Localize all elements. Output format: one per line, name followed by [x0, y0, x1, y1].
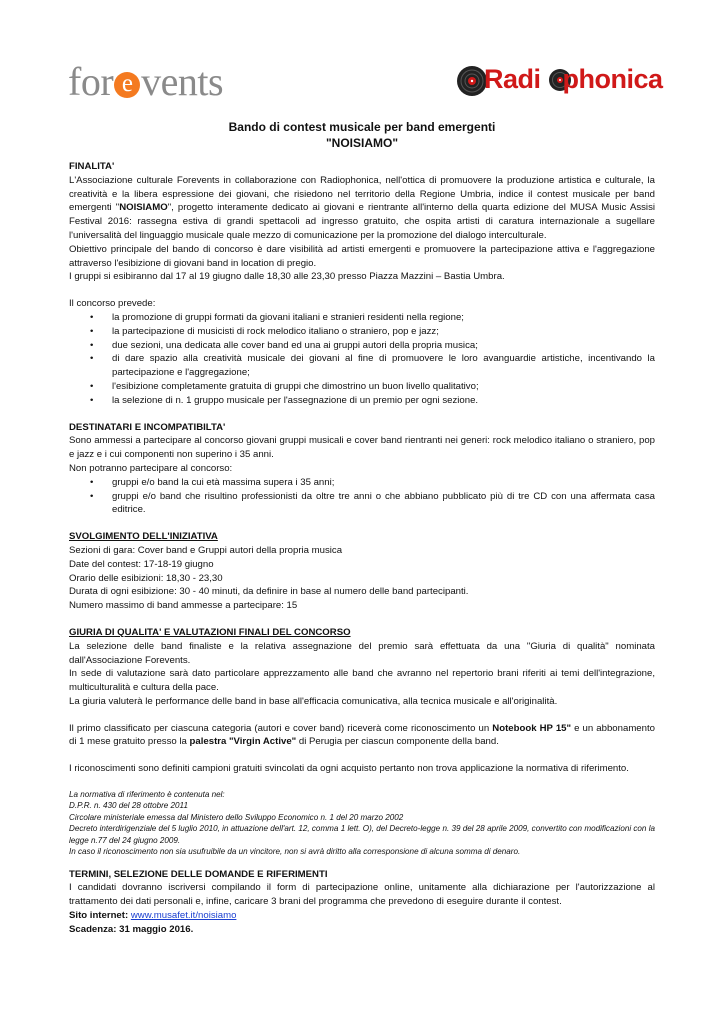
radiophonica-logo-text [484, 64, 663, 94]
forevents-logo [68, 59, 224, 104]
svolgimento-line: Numero massimo di band ammesse a partecipare: 15 [69, 600, 298, 612]
deadline [69, 923, 655, 937]
section-heading-termini: TERMINI, SELEZIONE DELLE DOMANDE E RIFERIMENTI [69, 868, 328, 880]
giuria-prize-paragraph [69, 722, 655, 750]
document-title: Bando di contest musicale per band emergenti [228, 120, 496, 134]
list-item: • due sezioni, una dedicata alle cover band ed una ai gruppi autori della propria musica; [69, 339, 655, 353]
list-item: • la selezione di n. 1 gruppo musicale per l'assegnazione di un premio per ogni sezione. [69, 394, 655, 408]
section-heading-finalita: FINALITA' [69, 161, 115, 172]
list-intro: Il concorso prevede: [69, 298, 156, 310]
site-line [69, 909, 655, 923]
legal-notes [69, 789, 655, 857]
finalita-paragraph: Obiettivo principale del bando di concorso è dare visibilità ad artisti emergenti e promuovere la partecipazione attiva e l'aggregazione attraverso l'esibizione di giovani band in location di pregio. [69, 243, 655, 269]
note-line: Circolare ministeriale emessa dal Ministero dello Sviluppo Economico n. 1 del 20 marzo 2002 [69, 812, 404, 822]
note-line: In caso il riconoscimento non sia usufruibile da un vincitore, non si avrà diritto alla corresponsione di alcuna somma di denaro. [69, 847, 521, 857]
bullet-list [69, 476, 655, 517]
note-line: La normativa di riferimento è contenuta nel: [69, 790, 225, 800]
note-line: Decreto interdirigenziale del 5 luglio 2010, in attuazione dell'art. 12, comma 1 lett. O), del Decreto-legge n. 39 del 28 aprile 2009, convertito con modificazioni con la legge n.77 del 24 giugno 2009. [69, 824, 655, 845]
bold-text-run: palestra "Virgin Active" [189, 736, 297, 748]
destinatari-paragraph: Sono ammessi a partecipare al concorso giovani gruppi musicali e cover band rientranti nei generi: rock melodico italiano o straniero, pop e jazz e i cui componenti non superino i 35 anni. [69, 435, 655, 461]
list-item: • gruppi e/o band la cui età massima supera i 35 anni; [69, 476, 655, 490]
section-heading-giuria: GIURIA DI QUALITA' E VALUTAZIONI FINALI DEL CONCORSO [69, 626, 351, 638]
svolgimento-line: Sezioni di gara: Cover band e Gruppi autori della propria musica [69, 544, 343, 556]
list-item: • gruppi e/o band che risultino professionisti da oltre tre anni o che abbiano pubblicato più di tre CD con una affermata casa editrice. [69, 490, 655, 518]
svolgimento-line: Durata di ogni esibizione: 30 - 40 minuti, da definire in base al numero delle band partecipanti. [69, 586, 469, 598]
list-item: • la promozione di gruppi formati da giovani italiani e stranieri residenti nella regione; [69, 311, 655, 325]
giuria-paragraph: In sede di valutazione sarà dato particolare apprezzamento alle band che avranno nel repertorio brani riferiti ai temi dell'integrazione, multiculturalità e cultura della pace. [69, 668, 655, 694]
text-run: di Perugia per ciascun componente della band. [296, 736, 499, 748]
note-line: D.P.R. n. 430 del 28 ottobre 2011 [69, 801, 188, 811]
list-item: • di dare spazio alla creatività musicale dei giovani al fine di promuovere le loro avanguardie artistiche, incentivando la partecipazione e l'aggregazione; [69, 352, 655, 380]
logo-text-part: Radi [484, 64, 541, 94]
svolgimento-line: Date del contest: 17-18-19 giugno [69, 558, 214, 570]
list-item: • la partecipazione di musicisti di rock melodico italiano o straniero, pop e jazz; [69, 325, 655, 339]
section-heading-destinatari: DESTINATARI E INCOMPATIBILTA' [69, 421, 226, 433]
site-label: Sito internet: [69, 909, 129, 921]
document-subtitle: "NOISIAMO" [325, 136, 399, 150]
logo-text-part: phonica [562, 64, 663, 94]
bullet-list [69, 311, 655, 408]
section-heading-svolgimento: SVOLGIMENTO DELL'INIZIATIVA [69, 531, 218, 543]
finalita-paragraph [69, 174, 655, 243]
giuria-paragraph: La selezione delle band finaliste e la relativa assegnazione del premio sarà effettuata da una "Giuria di qualità" nominata dall'Associazione Forevents. [69, 640, 655, 666]
document-body [69, 160, 655, 937]
radiophonica-logo [456, 62, 663, 102]
text-run: e un abbonamento di 1 mese gratuito presso la [69, 722, 655, 748]
destinatari-paragraph: Non potranno partecipare al concorso: [69, 462, 233, 474]
termini-paragraph: I candidati dovranno iscriversi compilando il form di partecipazione online, unitamente alla dichiarazione per l'autorizzazione al trattamento dei dati personali e, infine, caricare 3 brani del programma che prevedono di eseguire durante il contest. [69, 882, 655, 908]
page-header [0, 0, 724, 110]
bold-text-run: Notebook HP 15" [492, 722, 572, 734]
svolgimento-line: Orario delle esibizioni: 18,30 - 23,30 [69, 572, 223, 584]
text-run: L'Associazione culturale Forevents in collaborazione con Radiophonica, nell'ottica di promuovere la produzione artistica e culturale, la creatività e la libera espressione dei giovani, che risiedono nel territorio della Regione Umbria, indice il contest musicale per band emergenti " [69, 174, 655, 214]
site-link[interactable]: www.musafet.it/noisiamo [130, 909, 237, 921]
text-run: Il primo classificato per ciascuna categoria (autori e cover band) riceverà come riconoscimento un [69, 722, 493, 734]
finalita-paragraph: I gruppi si esibiranno dal 17 al 19 giugno dalle 18,30 alle 23,30 presso Piazza Mazzini – Bastia Umbra. [69, 271, 505, 283]
list-item: • l'esibizione completamente gratuita di gruppi che dimostrino un buon livello qualitativo; [69, 380, 655, 394]
bold-text-run: NOISIAMO [119, 202, 168, 214]
text-run: ", progetto interamente dedicato ai giovani e rientrante all'interno della quarta edizione del MUSA Music Assisi Festival 2016: rassegna estiva di grandi spettacoli ad ingresso gratuito, che ospita artisti di caratura internazionale a sugellare l'universalità del linguaggio musicale quale mezzo di comunicazione per la promozione del dialogo interculturale. [69, 202, 655, 241]
logo-circle-letter: e [114, 72, 140, 98]
logo-text-part: vents [141, 59, 224, 104]
giuria-paragraph: La giuria valuterà le performance delle band in base all'efficacia comunicativa, alla tecnica musicale e all'originalità. [69, 695, 558, 707]
deadline-text: Scadenza: 31 maggio 2016. [69, 923, 194, 935]
giuria-paragraph: I riconoscimenti sono definiti campioni gratuiti svincolati da ogni acquisto pertanto non trova applicazione la normativa di riferimento. [69, 763, 629, 775]
logo-text-part: for [68, 59, 114, 104]
